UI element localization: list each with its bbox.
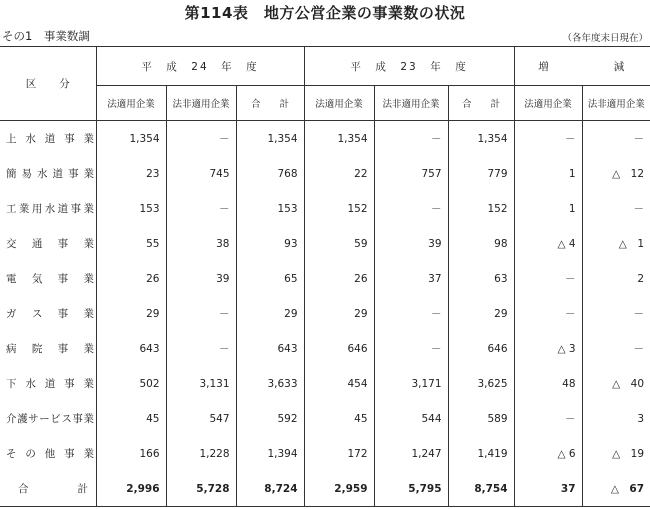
table-cell: △ 3 [514, 331, 582, 366]
table-cell: 29 [448, 296, 514, 331]
table-cell: △ 19 [582, 436, 650, 471]
subheader: 法非適用企業 [582, 86, 650, 121]
table-cell: 1,354 [236, 121, 304, 157]
subheader: 法非適用企業 [374, 86, 448, 121]
table-cell: 37 [514, 471, 582, 507]
table-cell: 98 [448, 226, 514, 261]
table-cell: 779 [448, 156, 514, 191]
table-row [0, 436, 650, 471]
row-label: 病 院 事 業 [6, 343, 94, 355]
table-cell: － [582, 296, 650, 331]
table-cell: 38 [166, 226, 236, 261]
table-cell: 153 [96, 191, 166, 226]
table-cell: 8,724 [236, 471, 304, 507]
table-cell: 3,633 [236, 366, 304, 401]
date-note: （各年度末日現在） [562, 33, 648, 44]
table-cell: 39 [166, 261, 236, 296]
table-cell: － [166, 121, 236, 157]
row-label: ガ ス 事 業 [6, 308, 94, 320]
table-cell: 646 [304, 331, 374, 366]
table-row [0, 366, 650, 401]
table-cell: 3 [582, 401, 650, 436]
table-cell: 172 [304, 436, 374, 471]
table-cell: 3,171 [374, 366, 448, 401]
table-cell: 26 [304, 261, 374, 296]
table-cell: △ 12 [582, 156, 650, 191]
table-cell: 29 [236, 296, 304, 331]
table-cell: 592 [236, 401, 304, 436]
row-label: 下 水 道 事 業 [6, 378, 94, 390]
header-h23: 平 成 23 年 度 [304, 47, 514, 86]
table-cell: 1 [514, 191, 582, 226]
table-cell: △ 1 [582, 226, 650, 261]
table-cell: 2,959 [304, 471, 374, 507]
table-row [0, 331, 650, 366]
table-cell: 1,354 [96, 121, 166, 157]
table-row [0, 226, 650, 261]
row-label: 上 水 道 事 業 [6, 133, 94, 145]
table-cell: － [514, 296, 582, 331]
table-cell: 45 [96, 401, 166, 436]
table-cell: 153 [236, 191, 304, 226]
table-cell: 59 [304, 226, 374, 261]
table-cell: 45 [304, 401, 374, 436]
table-subtitle: その1 事業数調 [2, 29, 90, 43]
table-cell: － [582, 121, 650, 157]
total-row [0, 471, 650, 507]
header-h24: 平 成 24 年 度 [96, 47, 304, 86]
business-count-table [0, 46, 650, 507]
table-cell: 1 [514, 156, 582, 191]
table-row [0, 261, 650, 296]
table-cell: 2 [582, 261, 650, 296]
table-cell: 93 [236, 226, 304, 261]
table-cell: 3,625 [448, 366, 514, 401]
table-cell: 23 [96, 156, 166, 191]
table-cell: 5,728 [166, 471, 236, 507]
table-cell: － [374, 296, 448, 331]
table-cell: 1,419 [448, 436, 514, 471]
table-row [0, 401, 650, 436]
table-cell: 152 [304, 191, 374, 226]
table-cell: 39 [374, 226, 448, 261]
subheader: 合 計 [448, 86, 514, 121]
table-cell: 1,354 [304, 121, 374, 157]
table-row [0, 121, 650, 157]
table-cell: 643 [236, 331, 304, 366]
table-cell: 22 [304, 156, 374, 191]
table-cell: － [514, 121, 582, 157]
table-cell: － [374, 121, 448, 157]
table-row [0, 156, 650, 191]
table-cell: 65 [236, 261, 304, 296]
subheader: 合 計 [236, 86, 304, 121]
table-cell: 26 [96, 261, 166, 296]
subheader: 法適用企業 [514, 86, 582, 121]
table-cell: 63 [448, 261, 514, 296]
table-cell: － [166, 296, 236, 331]
table-cell: － [514, 401, 582, 436]
table-cell: － [374, 331, 448, 366]
table-cell: 1,394 [236, 436, 304, 471]
table-cell: － [582, 191, 650, 226]
table-cell: － [582, 331, 650, 366]
table-cell: 166 [96, 436, 166, 471]
table-cell: 757 [374, 156, 448, 191]
table-cell: 768 [236, 156, 304, 191]
subheader: 法適用企業 [96, 86, 166, 121]
table-cell: 589 [448, 401, 514, 436]
table-cell: 29 [304, 296, 374, 331]
table-title: 第114表 地方公営企業の事業数の状況 [184, 4, 466, 22]
table-cell: 8,754 [448, 471, 514, 507]
table-cell: 454 [304, 366, 374, 401]
table-cell: － [166, 331, 236, 366]
table-cell: 745 [166, 156, 236, 191]
table-cell: 5,795 [374, 471, 448, 507]
table-row [0, 296, 650, 331]
row-label: 工 業 用 水 道 事 業 [6, 203, 94, 215]
row-label: そ の 他 事 業 [6, 448, 94, 460]
table-cell: 37 [374, 261, 448, 296]
header-kubun: 区 分 [0, 47, 96, 121]
table-cell: 55 [96, 226, 166, 261]
table-cell: － [166, 191, 236, 226]
table-cell: 643 [96, 331, 166, 366]
subheader: 法非適用企業 [166, 86, 236, 121]
table-cell: － [514, 261, 582, 296]
row-label: 電 気 事 業 [6, 273, 94, 285]
row-label: 交 通 事 業 [6, 238, 94, 250]
row-label: 介 護 サ ー ビ ス 事 業 [6, 413, 94, 425]
table-row [0, 191, 650, 226]
row-label: 合 計 [0, 471, 96, 507]
table-cell: 152 [448, 191, 514, 226]
table-cell: 646 [448, 331, 514, 366]
table-cell: － [374, 191, 448, 226]
table-cell: 547 [166, 401, 236, 436]
header-diff: 増 減 [514, 47, 650, 86]
table-cell: 544 [374, 401, 448, 436]
table-cell: △ 40 [582, 366, 650, 401]
table-cell: 29 [96, 296, 166, 331]
table-cell: 48 [514, 366, 582, 401]
table-cell: 3,131 [166, 366, 236, 401]
subheader: 法適用企業 [304, 86, 374, 121]
table-cell: 1,247 [374, 436, 448, 471]
table-cell: 2,996 [96, 471, 166, 507]
table-cell: 1,354 [448, 121, 514, 157]
table-cell: 1,228 [166, 436, 236, 471]
table-cell: △ 67 [582, 471, 650, 507]
row-label: 簡 易 水 道 事 業 [6, 168, 94, 180]
table-cell: △ 4 [514, 226, 582, 261]
table-cell: 502 [96, 366, 166, 401]
table-cell: △ 6 [514, 436, 582, 471]
